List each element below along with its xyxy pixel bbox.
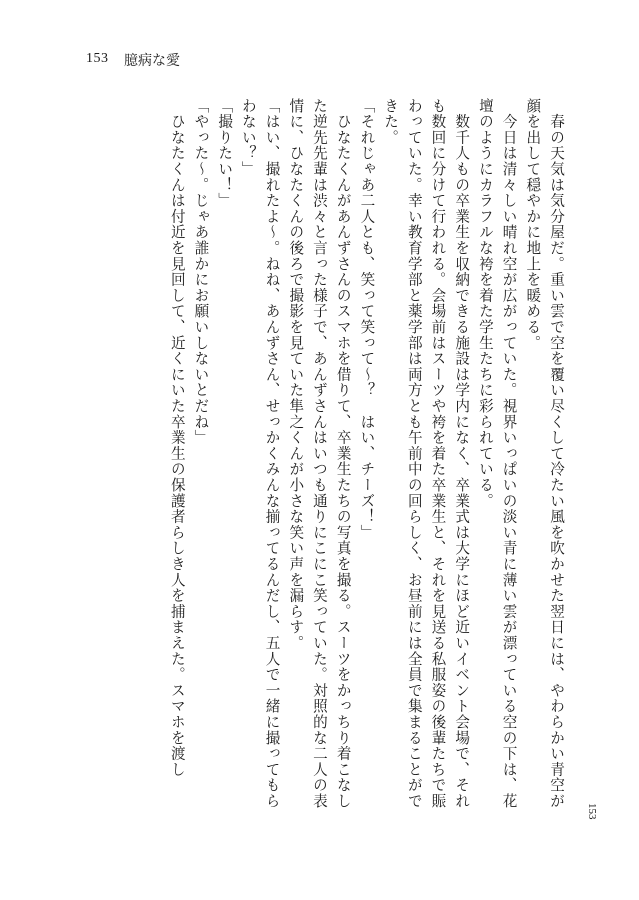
folio-page-number: 153 xyxy=(586,803,598,820)
body-text xyxy=(78,98,568,818)
header-page-number: 153 xyxy=(86,51,109,66)
paragraph: 春の天気は気分屋だ。重い雲で空を覆い尽くして冷たい風を吹かせた翌日には、やわらかい青空が顔を出して穏やかに地上を暖める。 xyxy=(524,98,565,809)
paragraph: ひなたくんは付近を見回して、近くにいた卒業生の保護者らしき人を捕まえた。スマホを渡し xyxy=(168,98,186,778)
dialogue-line: 「やった～。じゃあ誰かにお願いしないとだね」 xyxy=(192,98,210,446)
dialogue-line: 「それじゃあ二人とも、笑って笑って～？ はい、チーズ！」 xyxy=(358,98,376,541)
dialogue-line: 「撮りたい！」 xyxy=(216,98,234,209)
paragraph: 数千人もの卒業生を収納できる施設は学内になく、卒業式は大学にほど近いイベント会場で、それも数回に分けて行われる。会場前はスーツや袴を着た卒業生と、それを見送る私服姿の後輩たちで賑わっていた。幸い教育学部と薬学部は両方とも午前中の回らしく、お昼前には全員で集まることができた。 xyxy=(382,98,471,809)
dialogue-line: 「はい、撮れたよ～。ねね、あんずさん、せっかくみんな揃ってるんだし、五人で一緒に撮ってもらわない？」 xyxy=(239,98,281,809)
paragraph: 今日は清々しい晴れ空が広がっていた。視界いっぱいの淡い青に薄い雲が漂っている空の下は、花壇のようにカラフルな袴を着た学生たちに彩られている。 xyxy=(476,98,518,809)
header-chapter-title: 臆病な愛 xyxy=(124,53,180,69)
paragraph: ひなたくんがあんずさんのスマホを借りて、卒業生たちの写真を撮る。スーツをかっちり着こなした逆先先輩は渋々と言った様子で、あんずさんはいつも通りにこにこ笑っていた。対照的な二人の表情に、ひなたくんの後ろで撮影を見ていた隼之くんが小さな笑い声を漏らす。 xyxy=(287,98,352,809)
